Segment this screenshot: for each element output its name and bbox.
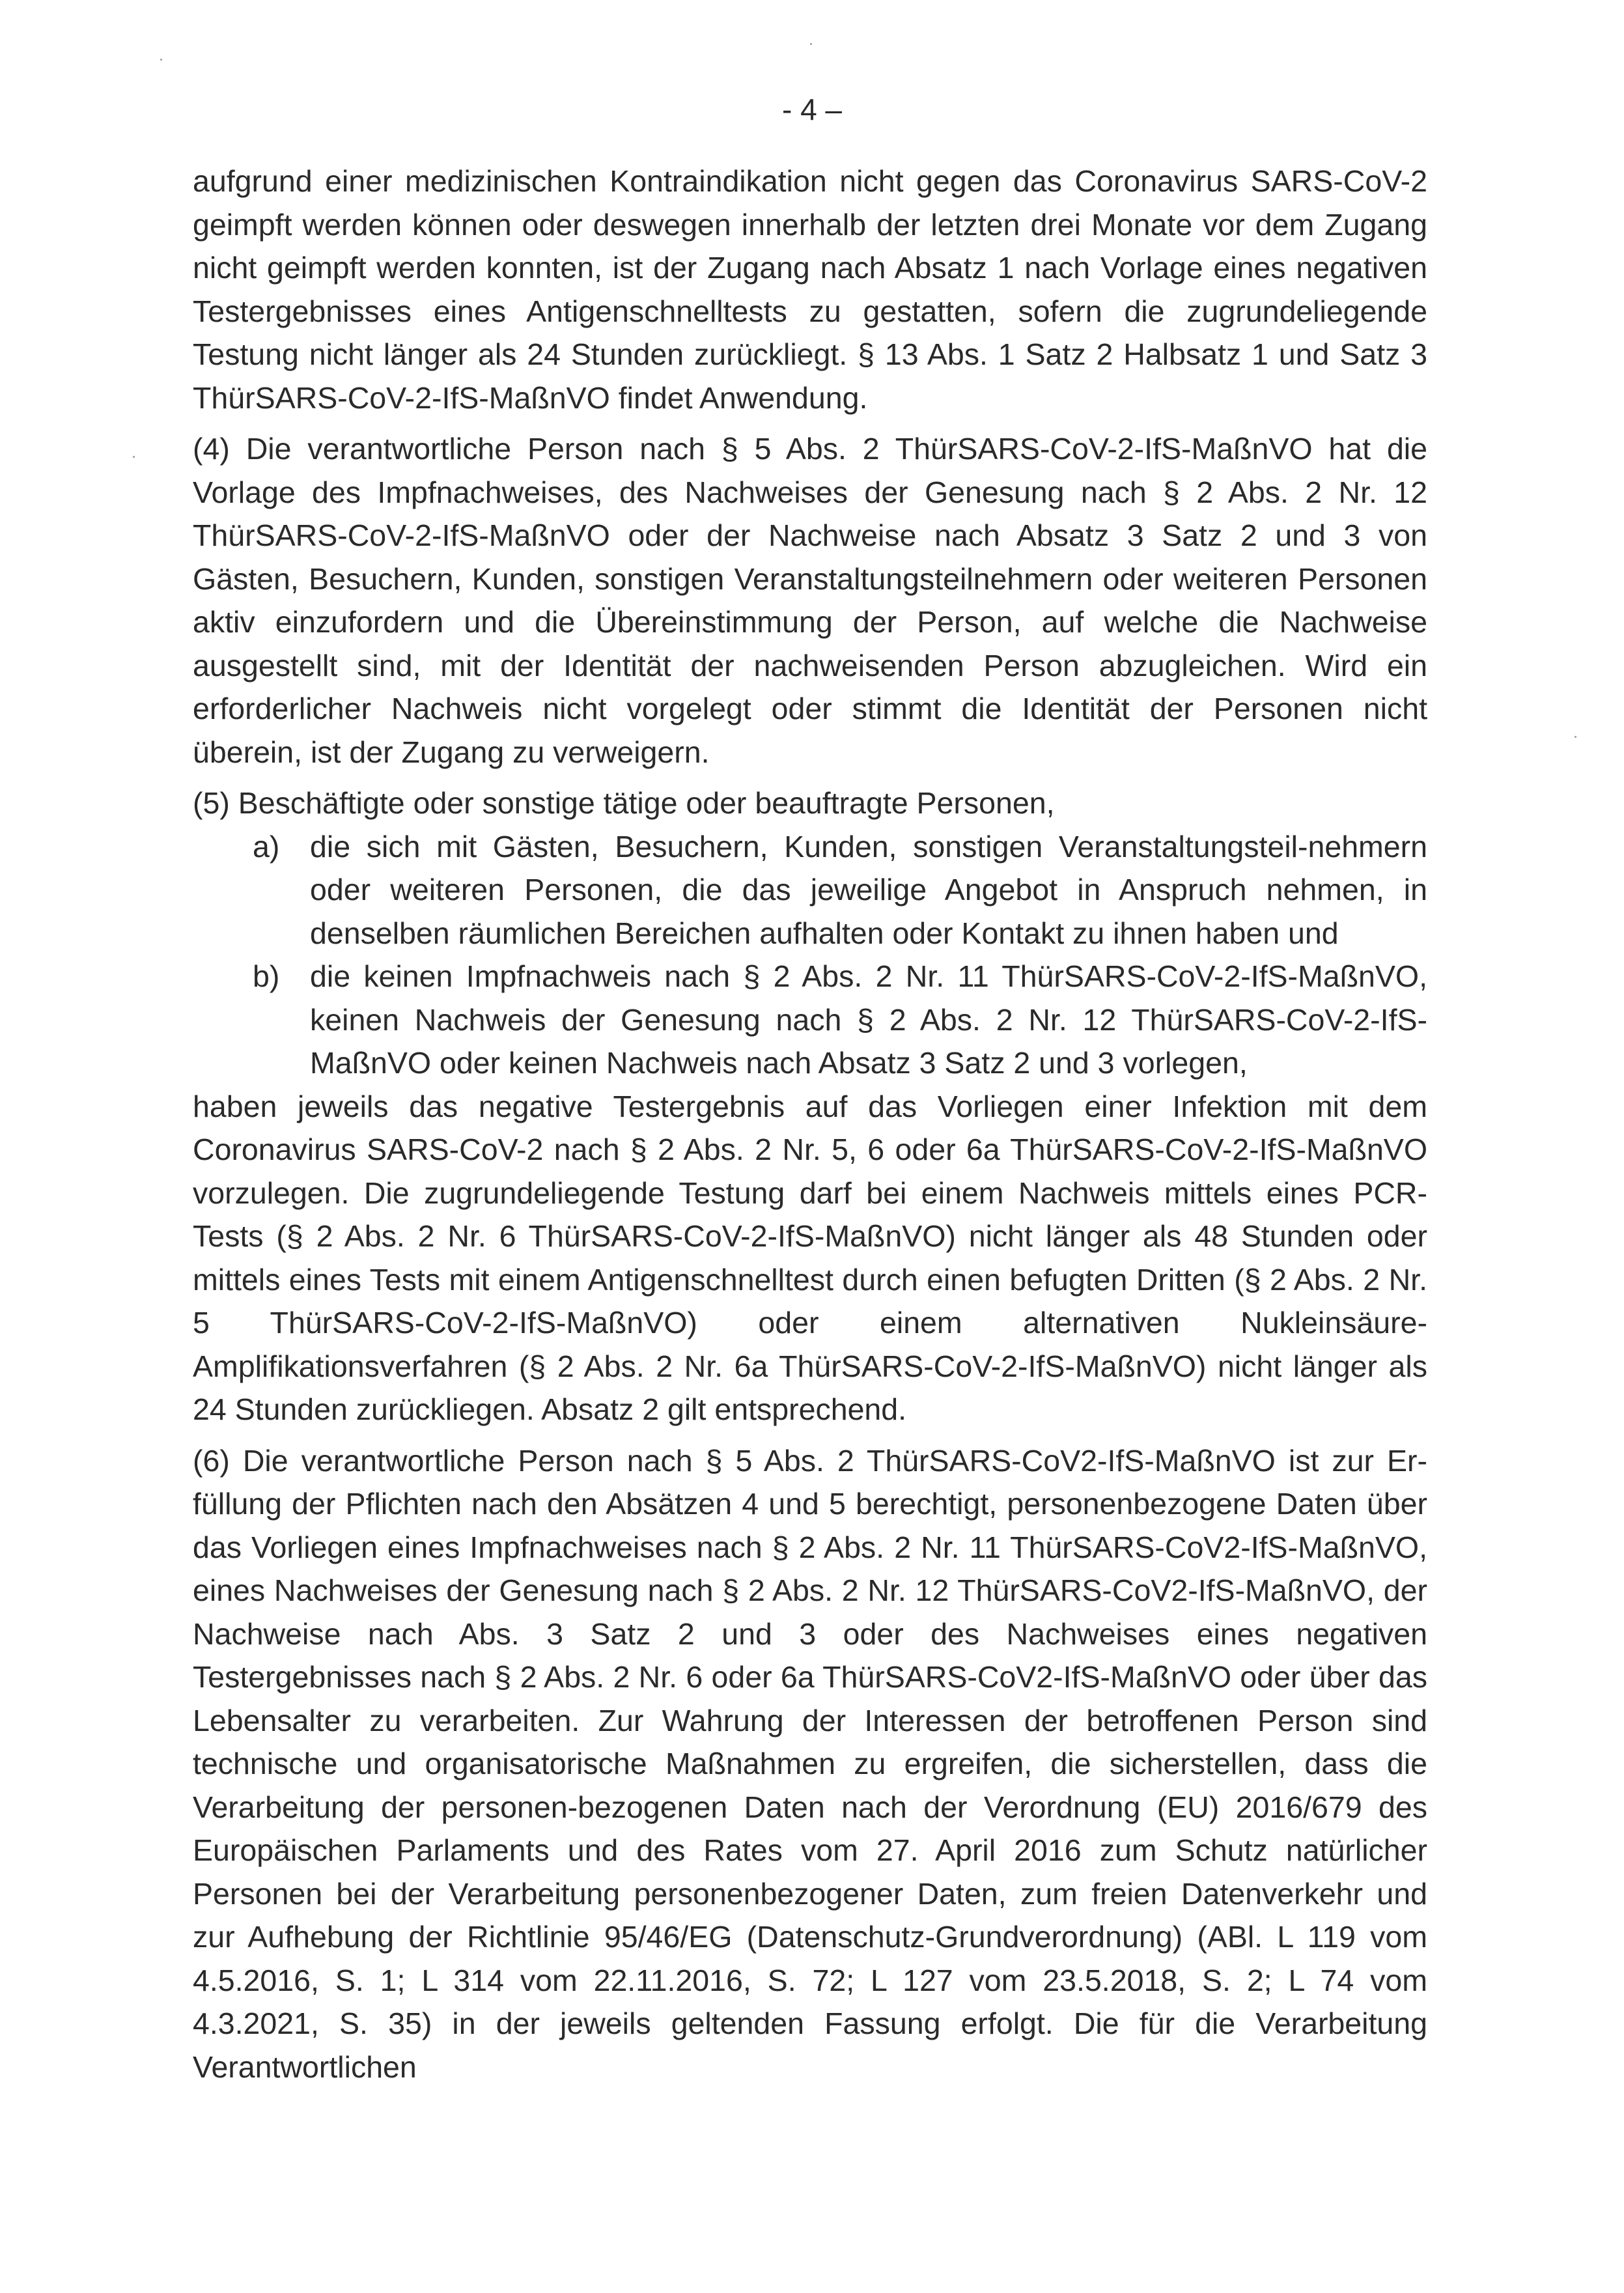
list-item-text: die keinen Impfnachweis nach § 2 Abs. 2 Nr. 11 ThürSARS-CoV-2-IfS-MaßnVO, keinen Nachweis der Genesung nach § 2 Abs. 2 Nr. 12 ThürSARS-CoV-2-IfS-MaßnVO oder keinen Nachweis nach Absatz 3 Satz 2 und 3 vorlegen,	[310, 959, 1427, 1080]
list-item-b	[253, 955, 1427, 1085]
list-marker: b)	[253, 959, 280, 993]
paragraph-4: (4) Die verantwortliche Person nach § 5 Abs. 2 ThürSARS-CoV-2-IfS-MaßnVO hat die Vorlage des Impfnachweises, des Nachweises der Genesung nach § 2 Abs. 2 Nr. 12 ThürSARS-CoV-2-IfS-MaßnVO oder der Nachweise nach Absatz 3 Satz 2 und 3 von Gästen, Besuchern, Kunden, sonstigen Veranstaltungsteilnehmern oder weiteren Personen aktiv einzufordern und die Übereinstimmung der Person, auf welche die Nachweise ausgestellt sind, mit der Identität der nachweisenden Person abzugleichen. Wird ein erforderlicher Nachweis nicht vorgelegt oder stimmt die Identität der Personen nicht überein, ist der Zugang zu verweigern.	[193, 432, 1427, 769]
paragraph-6: (6) Die verantwortliche Person nach § 5 Abs. 2 ThürSARS-CoV2-IfS-MaßnVO ist zur Er-füllung der Pflichten nach den Absätzen 4 und 5 berechtigt, personenbezogene Daten über das Vorliegen eines Impfnachweises nach § 2 Abs. 2 Nr. 11 ThürSARS-CoV2-IfS-MaßnVO, eines Nachweises der Genesung nach § 2 Abs. 2 Nr. 12 ThürSARS-CoV2-IfS-MaßnVO, der Nachweise nach Abs. 3 Satz 2 und 3 oder des Nachweises eines negativen Testergebnisses nach § 2 Abs. 2 Nr. 6 oder 6a ThürSARS-CoV2-IfS-MaßnVO oder über das Lebensalter zu verarbeiten. Zur Wahrung der Interessen der betroffenen Person sind technische und organisatorische Maßnahmen zu ergreifen, die sicherstellen, dass die Verarbeitung der personen-bezogenen Daten nach der Verordnung (EU) 2016/679 des Europäischen Parlaments und des Rates vom 27. April 2016 zum Schutz natürlicher Personen bei der Verarbeitung personenbezogener Daten, zum freien Datenverkehr und zur Aufhebung der Richtlinie 95/46/EG (Datenschutz-Grundverordnung) (ABl. L 119 vom 4.5.2016, S. 1; L 314 vom 22.11.2016, S. 72; L 127 vom 23.5.2018, S. 2; L 74 vom 4.3.2021, S. 35) in der jeweils geltenden Fassung erfolgt. Die für die Verarbeitung Verantwortlichen	[193, 1443, 1427, 2084]
paragraph-5-outro: haben jeweils das negative Testergebnis auf das Vorliegen einer Infektion mit dem Coronavirus SARS-CoV-2 nach § 2 Abs. 2 Nr. 5, 6 oder 6a ThürSARS-CoV-2-IfS-MaßnVO vorzulegen. Die zugrundeliegende Testung darf bei einem Nachweis mittels eines PCR-Tests (§ 2 Abs. 2 Nr. 6 ThürSARS-CoV-2-IfS-MaßnVO) nicht länger als 48 Stunden oder mittels eines Tests mit einem Antigenschnelltest durch einen befugten Dritten (§ 2 Abs. 2 Nr. 5 ThürSARS-CoV-2-IfS-MaßnVO) oder einem alternativen Nukleinsäure-Amplifikationsverfahren (§ 2 Abs. 2 Nr. 6a ThürSARS-CoV-2-IfS-MaßnVO) nicht länger als 24 Stunden zurückliegen. Absatz 2 gilt entsprechend.	[193, 1089, 1427, 1426]
paragraph-3-continuation: aufgrund einer medizinischen Kontraindikation nicht gegen das Coronavirus SARS-CoV-2 geimpft werden können oder deswegen innerhalb der letzten drei Monate vor dem Zugang nicht geimpft werden konnten, ist der Zugang nach Absatz 1 nach Vorlage eines negativen Testergebnisses eines Antigenschnelltests zu gestatten, sofern die zugrundeliegende Testung nicht länger als 24 Stunden zurückliegt. § 13 Abs. 1 Satz 2 Halbsatz 1 und Satz 3 ThürSARS-CoV-2-IfS-MaßnVO findet Anwendung.	[193, 164, 1427, 415]
paragraph-5-intro: (5) Beschäftigte oder sonstige tätige oder beauftragte Personen,	[193, 786, 1055, 820]
paragraph-5-list	[193, 825, 1427, 1085]
scan-speck	[133, 456, 135, 458]
list-marker: a)	[253, 829, 280, 864]
page-number: - 4 –	[781, 92, 843, 126]
list-item-a	[253, 825, 1427, 955]
scan-speck	[1575, 736, 1576, 738]
list-item-text: die sich mit Gästen, Besuchern, Kunden, sonstigen Veranstaltungsteil-nehmern oder weiteren Personen, die das jeweilige Angebot in Anspruch nehmen, in denselben räumlichen Bereichen aufhalten oder Kontakt zu ihnen haben und	[310, 829, 1427, 950]
document-body	[193, 160, 1427, 2089]
scan-speck	[160, 59, 162, 61]
scan-speck	[810, 43, 812, 45]
